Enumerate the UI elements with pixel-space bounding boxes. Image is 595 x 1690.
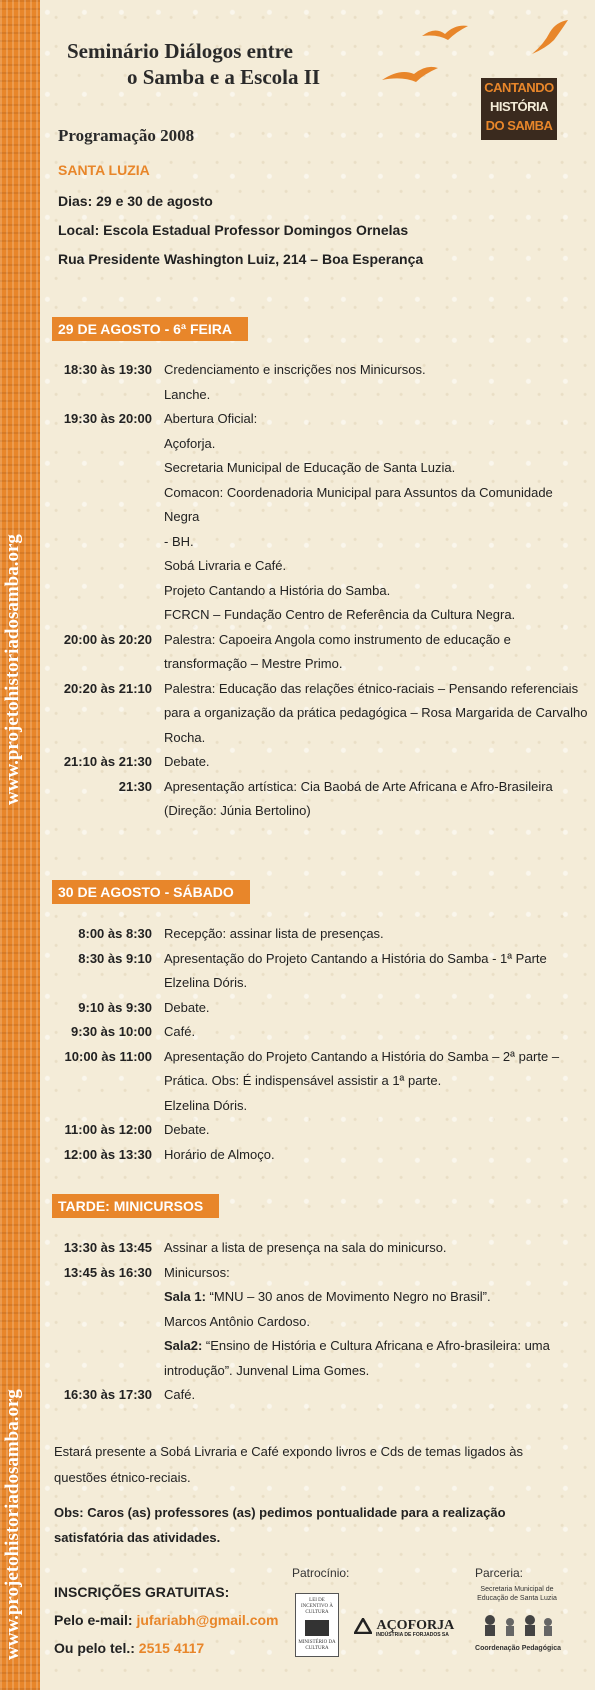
schedule-desc: Palestra: Capoeira Angola como instrumento de educação e (164, 631, 511, 647)
schedule-desc: Comacon: Coordenadoria Municipal para Assuntos da Comunidade Negra (164, 484, 553, 524)
note-line-2: questões étnico-reciais. (54, 1470, 191, 1485)
schedule-desc: Secretaria Municipal de Educação de Santa Luzia. (164, 460, 456, 475)
schedule-time: 11:00 às 12:00 (64, 1122, 152, 1137)
schedule-row (54, 383, 594, 408)
schedule-desc: Elzelina Dóris. (164, 975, 248, 990)
programacao-heading: Programação 2008 (58, 126, 195, 145)
inscricoes-title: INSCRIÇÕES GRATUITAS: (54, 1584, 230, 1600)
schedule-time: 9:10 às 9:30 (78, 999, 152, 1015)
schedule-desc: Debate. (164, 999, 210, 1015)
schedule-desc: Debate. (164, 1122, 210, 1137)
logo-text-2: HISTÓRIA (489, 99, 549, 114)
schedule-row (54, 1118, 594, 1143)
patrocinio-label: Patrocínio: (292, 1566, 350, 1580)
sidebar-band (0, 0, 40, 1690)
schedule-time (54, 1285, 164, 1310)
acoforja-logo (354, 1617, 454, 1638)
schedule-row (54, 1359, 594, 1384)
sidebar-url-bottom: www.projetohistoriadosamba.org (2, 1389, 23, 1661)
schedule-row (54, 1020, 594, 1045)
parceria-line-1: Secretaria Municipal de (480, 1586, 554, 1593)
schedule-time (54, 481, 164, 530)
tarde-banner: TARDE: MINICURSOS (52, 1194, 219, 1218)
schedule-desc: para a organização da prática pedagógica – Rosa Margarida de Carvalho (164, 705, 588, 720)
schedule-desc: Apresentação do Projeto Cantando a História do Samba – 2ª parte – (164, 1048, 560, 1064)
page (40, 0, 595, 1690)
schedule-time (54, 1359, 164, 1384)
logo (477, 58, 561, 142)
day2-banner: 30 DE AGOSTO - SÁBADO (52, 880, 250, 904)
logo-text-1: CANTANDO (484, 80, 554, 95)
schedule-desc: FCRCN – Fundação Centro de Referência da Cultura Negra. (164, 607, 516, 622)
schedule-desc: Horário de Almoço. (164, 1146, 275, 1162)
schedule-desc: Rocha. (164, 729, 206, 745)
dias-line: Dias: 29 e 30 de agosto (58, 193, 213, 209)
schedule-row (54, 701, 594, 726)
schedule-row (54, 407, 594, 432)
schedule-row (54, 554, 594, 579)
schedule-row (54, 1285, 594, 1310)
schedule-desc: - BH. (164, 533, 194, 549)
schedule-desc: Café. (164, 1387, 196, 1402)
tel-value: 2515 4117 (138, 1640, 205, 1656)
schedule-row (54, 1310, 594, 1335)
schedule-row (54, 1045, 594, 1070)
schedule-desc: Recepção: assinar lista de presenças. (164, 926, 384, 941)
address-line: Rua Presidente Washington Luiz, 214 – Boa Esperança (58, 251, 424, 267)
schedule-time: 13:45 às 16:30 (63, 1264, 152, 1280)
schedule-row (54, 677, 594, 702)
bird-icon (530, 18, 570, 58)
schedule-desc: Marcos Antônio Cardoso. (164, 1313, 310, 1329)
schedule-desc: Sobá Livraria e Café. (164, 558, 287, 573)
schedule-row (54, 726, 594, 751)
schedule-time: 16:30 às 17:30 (63, 1387, 152, 1402)
triangle-icon (354, 1618, 372, 1634)
schedule-row (54, 1069, 594, 1094)
tel-label: Ou pelo tel.: (54, 1640, 139, 1656)
bird-icon (420, 22, 470, 44)
email-label: Pelo e-mail: (54, 1612, 137, 1628)
schedule-time (54, 1310, 164, 1335)
schedule-row (54, 1334, 594, 1359)
schedule-row (54, 358, 594, 383)
schedule-row (54, 530, 594, 555)
schedule-row (54, 432, 594, 457)
note-line-1: Estará presente a Sobá Livraria e Café expondo livros e Cds de temas ligados às (54, 1444, 523, 1459)
coordenacao-text: Coordenação Pedagógica (475, 1645, 561, 1652)
schedule-time (54, 603, 164, 628)
schedule-time: 19:30 às 20:00 (63, 411, 152, 426)
schedule-time (54, 1334, 164, 1359)
email-link[interactable]: jufariabh@gmail.com (136, 1612, 279, 1628)
schedule-row (54, 652, 594, 677)
schedule-desc: Elzelina Dóris. (164, 1097, 248, 1113)
schedule-desc: Projeto Cantando a História do Samba. (164, 582, 391, 598)
schedule-time: 20:20 às 21:10 (63, 680, 152, 696)
lei-text: LEI DE INCENTIVO À CULTURA (300, 1598, 334, 1615)
schedule-row (54, 456, 594, 481)
schedule-row (54, 922, 594, 947)
schedule-desc: Credenciamento e inscrições nos Minicursos. (164, 362, 426, 377)
schedule-row (54, 799, 594, 824)
schedule-desc: Assinar a lista de presença na sala do minicurso. (164, 1240, 447, 1255)
bird-icon (380, 62, 440, 84)
secretaria-text (472, 1585, 562, 1603)
schedule-time (54, 579, 164, 604)
schedule-time (54, 1094, 164, 1119)
schedule-time (54, 530, 164, 555)
room-label: Sala2: (164, 1338, 203, 1353)
schedule-time (54, 971, 164, 996)
schedule-row (54, 1094, 594, 1119)
ministerio-text: MINISTÉRIO DA CULTURA (298, 1640, 336, 1651)
schedule-row (54, 1261, 594, 1286)
schedule-desc (164, 1285, 594, 1310)
room-desc: “MNU – 30 anos de Movimento Negro no Brasil”. (205, 1289, 491, 1304)
schedule-desc: Lanche. (164, 386, 211, 402)
schedule-desc: Açoforja. (164, 435, 216, 451)
schedule-time: 8:00 às 8:30 (78, 926, 152, 941)
acoforja-sub: INDÚSTRIA DE FORJADOS SA (376, 1632, 449, 1638)
schedule-time (54, 554, 164, 579)
schedule-time (54, 1069, 164, 1094)
lei-incentivo-logo (295, 1593, 339, 1657)
parceria-line-2: Educação de Santa Luzia (477, 1595, 557, 1602)
schedule-desc: Minicursos: (164, 1264, 230, 1280)
schedule-row (54, 750, 594, 775)
schedule-desc (164, 1334, 594, 1359)
schedule-row (54, 481, 594, 530)
schedule-desc: Apresentação do Projeto Cantando a História do Samba - 1ª Parte (164, 950, 547, 966)
schedule-desc: Apresentação artística: Cia Baobá de Arte Africana e Afro-Brasileira (164, 778, 553, 794)
inscricoes-block (54, 1578, 278, 1662)
schedule-time: 21:10 às 21:30 (63, 754, 152, 769)
schedule-row (54, 579, 594, 604)
schedule-time (54, 799, 164, 824)
schedule-time (54, 726, 164, 751)
schedule-desc: Palestra: Educação das relações étnico-raciais – Pensando referenciais (164, 680, 579, 696)
schedule-desc: Prática. Obs: É indispensável assistir a 1ª parte. (164, 1073, 442, 1088)
day1-schedule (54, 358, 594, 824)
schedule-row (54, 947, 594, 972)
day2-schedule (54, 922, 594, 1167)
page-title (67, 38, 320, 90)
local-line: Local: Escola Estadual Professor Domingos Ornelas (58, 222, 409, 238)
note-text (54, 1439, 554, 1491)
title-line-1: Seminário Diálogos entre (67, 39, 293, 63)
schedule-time: 21:30 (118, 778, 152, 794)
schedule-time: 20:00 às 20:20 (63, 631, 152, 647)
schedule-desc: Debate. (164, 754, 210, 769)
schedule-row (54, 1236, 594, 1261)
schedule-row (54, 996, 594, 1021)
schedule-row (54, 971, 594, 996)
schedule-desc: Abertura Oficial: (164, 411, 258, 426)
schedule-time (54, 432, 164, 457)
schedule-desc: (Direção: Júnia Bertolino) (164, 803, 311, 818)
schedule-time (54, 456, 164, 481)
schedule-time: 13:30 às 13:45 (63, 1240, 152, 1255)
tarde-schedule (54, 1236, 594, 1408)
obs-text (54, 1500, 554, 1550)
schedule-desc: transformação – Mestre Primo. (164, 656, 343, 671)
schedule-desc: Café. (164, 1024, 196, 1039)
schedule-time: 9:30 às 10:00 (71, 1024, 152, 1039)
schedule-row (54, 1383, 594, 1408)
schedule-row (54, 775, 594, 800)
parceria-label: Parceria: (475, 1566, 524, 1580)
title-line-2: o Samba e a Escola II (127, 65, 321, 89)
logo-text-3: DO SAMBA (485, 118, 553, 133)
schedule-time (54, 652, 164, 677)
schedule-time: 8:30 às 9:10 (78, 950, 152, 966)
schedule-time (54, 701, 164, 726)
schedule-time: 18:30 às 19:30 (63, 362, 152, 377)
obs-line-1: Obs: Caros (as) professores (as) pedimos pontualidade para a realização (54, 1505, 506, 1520)
city-label: SANTA LUZIA (58, 162, 150, 178)
schedule-row (54, 1143, 594, 1168)
schedule-row (54, 628, 594, 653)
room-label: Sala 1: (164, 1289, 206, 1304)
schedule-desc: introdução”. Junvenal Lima Gomes. (164, 1362, 370, 1378)
sidebar-url-top: www.projetohistoriadosamba.org (2, 534, 23, 806)
schedule-time: 12:00 às 13:30 (63, 1146, 152, 1162)
children-figures-icon (480, 1612, 558, 1638)
schedule-row (54, 603, 594, 628)
schedule-time (54, 383, 164, 408)
day1-banner: 29 DE AGOSTO - 6ª FEIRA (52, 317, 248, 341)
obs-line-2: satisfatória das atividades. (54, 1530, 221, 1545)
room-desc: “Ensino de História e Cultura Africana e Afro-brasileira: uma (202, 1338, 550, 1353)
schedule-time: 10:00 às 11:00 (64, 1048, 152, 1064)
acoforja-name: AÇOFORJA (376, 1617, 455, 1633)
